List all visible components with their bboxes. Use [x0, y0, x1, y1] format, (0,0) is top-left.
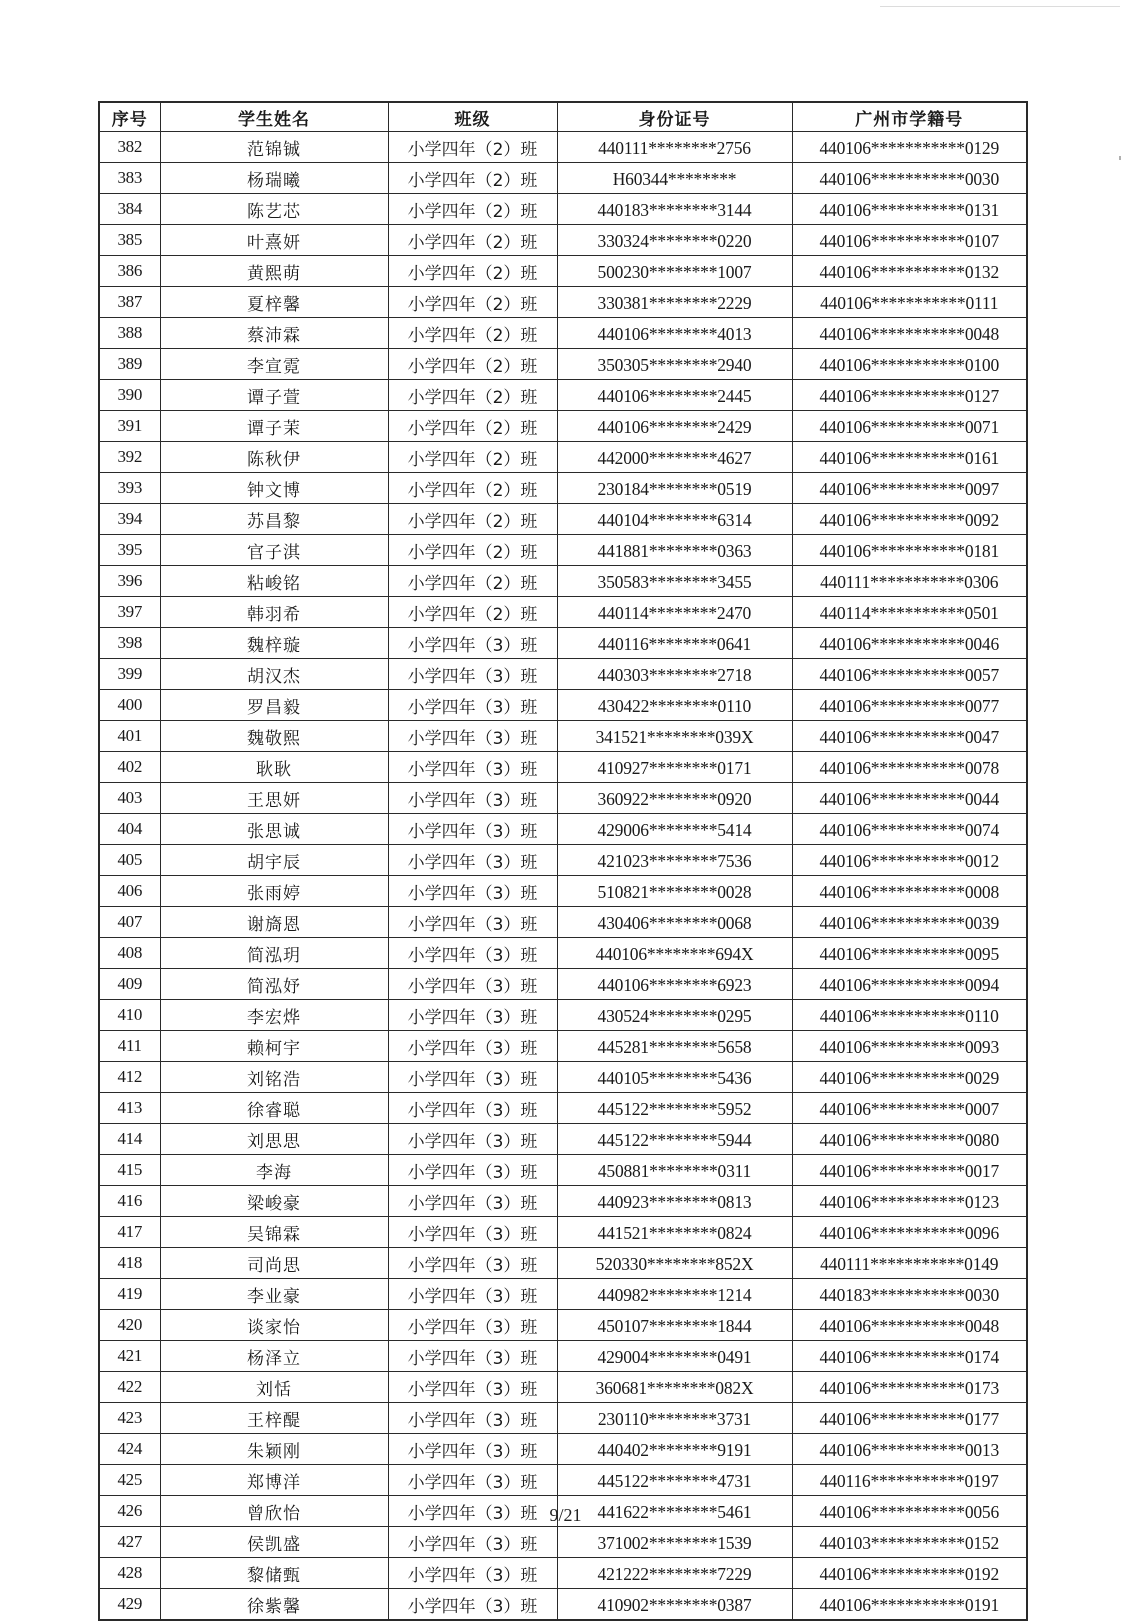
table-row: [99, 845, 1027, 876]
cell-gz-student-id: 440106***********0181: [792, 535, 1027, 566]
table-row: [99, 132, 1027, 163]
cell-no: 420: [99, 1310, 160, 1341]
cell-gz-student-id: 440183***********0030: [792, 1279, 1027, 1310]
cell-name: 简泓玥: [160, 938, 388, 969]
cell-class: 小学四年（3）班: [388, 1310, 557, 1341]
cell-id-number: 440106********2445: [557, 380, 792, 411]
table-row: [99, 628, 1027, 659]
cell-id-number: 440104********6314: [557, 504, 792, 535]
cell-class: 小学四年（3）班: [388, 845, 557, 876]
cell-id-number: 445122********4731: [557, 1465, 792, 1496]
cell-id-number: 440116********0641: [557, 628, 792, 659]
cell-no: 417: [99, 1217, 160, 1248]
cell-gz-student-id: 440106***********0092: [792, 504, 1027, 535]
cell-no: 415: [99, 1155, 160, 1186]
cell-name: 刘思思: [160, 1124, 388, 1155]
cell-no: 427: [99, 1527, 160, 1558]
cell-name: 蔡沛霖: [160, 318, 388, 349]
table-row: [99, 1403, 1027, 1434]
cell-class: 小学四年（3）班: [388, 1000, 557, 1031]
cell-id-number: 440183********3144: [557, 194, 792, 225]
cell-gz-student-id: 440106***********0096: [792, 1217, 1027, 1248]
cell-name: 张雨婷: [160, 876, 388, 907]
cell-id-number: 441521********0824: [557, 1217, 792, 1248]
cell-class: 小学四年（2）班: [388, 194, 557, 225]
cell-name: 范锦铖: [160, 132, 388, 163]
cell-no: 418: [99, 1248, 160, 1279]
cell-no: 387: [99, 287, 160, 318]
cell-id-number: 445122********5952: [557, 1093, 792, 1124]
cell-no: 405: [99, 845, 160, 876]
table-row: [99, 1527, 1027, 1558]
cell-no: 382: [99, 132, 160, 163]
table-row: [99, 225, 1027, 256]
table-row: [99, 876, 1027, 907]
cell-name: 谭子萱: [160, 380, 388, 411]
cell-gz-student-id: 440106***********0110: [792, 1000, 1027, 1031]
cell-class: 小学四年（3）班: [388, 752, 557, 783]
table-row: [99, 1093, 1027, 1124]
cell-gz-student-id: 440106***********0044: [792, 783, 1027, 814]
cell-gz-student-id: 440106***********0057: [792, 659, 1027, 690]
cell-name: 李业豪: [160, 1279, 388, 1310]
cell-id-number: 430406********0068: [557, 907, 792, 938]
cell-gz-student-id: 440106***********0017: [792, 1155, 1027, 1186]
cell-class: 小学四年（3）班: [388, 1031, 557, 1062]
table-row: [99, 1279, 1027, 1310]
cell-name: 李海: [160, 1155, 388, 1186]
cell-gz-student-id: 440106***********0191: [792, 1589, 1027, 1621]
table-row: [99, 814, 1027, 845]
cell-gz-student-id: 440106***********0074: [792, 814, 1027, 845]
cell-no: 410: [99, 1000, 160, 1031]
cell-gz-student-id: 440106***********0056: [792, 1496, 1027, 1527]
cell-id-number: 410927********0171: [557, 752, 792, 783]
cell-class: 小学四年（3）班: [388, 1465, 557, 1496]
student-roster-table: [98, 101, 1028, 1621]
table-row: [99, 938, 1027, 969]
cell-name: 吴锦霖: [160, 1217, 388, 1248]
cell-id-number: 440106********694X: [557, 938, 792, 969]
cell-name: 王思妍: [160, 783, 388, 814]
cell-id-number: 230184********0519: [557, 473, 792, 504]
cell-gz-student-id: 440106***********0080: [792, 1124, 1027, 1155]
header-row: [99, 102, 1027, 132]
table-row: [99, 659, 1027, 690]
cell-name: 谈家怡: [160, 1310, 388, 1341]
header-no: 序号: [99, 102, 160, 132]
cell-gz-student-id: 440106***********0132: [792, 256, 1027, 287]
table-row: [99, 411, 1027, 442]
cell-gz-student-id: 440106***********0013: [792, 1434, 1027, 1465]
cell-class: 小学四年（3）班: [388, 1527, 557, 1558]
table-row: [99, 504, 1027, 535]
cell-name: 魏敬熙: [160, 721, 388, 752]
cell-no: 390: [99, 380, 160, 411]
cell-gz-student-id: 440106***********0095: [792, 938, 1027, 969]
cell-class: 小学四年（3）班: [388, 938, 557, 969]
cell-no: 409: [99, 969, 160, 1000]
cell-id-number: 429006********5414: [557, 814, 792, 845]
cell-class: 小学四年（3）班: [388, 783, 557, 814]
header-class: 班级: [388, 102, 557, 132]
cell-id-number: 450107********1844: [557, 1310, 792, 1341]
cell-class: 小学四年（3）班: [388, 1558, 557, 1589]
table-body: [99, 132, 1027, 1621]
cell-name: 朱颖刚: [160, 1434, 388, 1465]
cell-no: 404: [99, 814, 160, 845]
table-row: [99, 1341, 1027, 1372]
cell-name: 苏昌黎: [160, 504, 388, 535]
cell-id-number: 440114********2470: [557, 597, 792, 628]
cell-class: 小学四年（3）班: [388, 1279, 557, 1310]
cell-no: 388: [99, 318, 160, 349]
table-row: [99, 597, 1027, 628]
cell-id-number: H60344********: [557, 163, 792, 194]
cell-id-number: 360922********0920: [557, 783, 792, 814]
cell-class: 小学四年（3）班: [388, 1372, 557, 1403]
cell-class: 小学四年（3）班: [388, 721, 557, 752]
cell-gz-student-id: 440106***********0008: [792, 876, 1027, 907]
cell-id-number: 350305********2940: [557, 349, 792, 380]
cell-no: 397: [99, 597, 160, 628]
cell-no: 416: [99, 1186, 160, 1217]
cell-name: 粘峻铭: [160, 566, 388, 597]
cell-id-number: 440106********2429: [557, 411, 792, 442]
table-row: [99, 1434, 1027, 1465]
table-row: [99, 1589, 1027, 1621]
cell-gz-student-id: 440106***********0177: [792, 1403, 1027, 1434]
cell-name: 胡汉杰: [160, 659, 388, 690]
cell-no: 412: [99, 1062, 160, 1093]
cell-id-number: 341521********039X: [557, 721, 792, 752]
cell-no: 423: [99, 1403, 160, 1434]
cell-name: 耿耿: [160, 752, 388, 783]
scan-artifact-speck: [1119, 156, 1121, 160]
cell-name: 徐睿聪: [160, 1093, 388, 1124]
cell-no: 403: [99, 783, 160, 814]
cell-no: 393: [99, 473, 160, 504]
cell-no: 424: [99, 1434, 160, 1465]
cell-no: 421: [99, 1341, 160, 1372]
cell-no: 392: [99, 442, 160, 473]
cell-name: 杨瑞曦: [160, 163, 388, 194]
cell-class: 小学四年（3）班: [388, 969, 557, 1000]
cell-class: 小学四年（2）班: [388, 473, 557, 504]
cell-name: 张思诚: [160, 814, 388, 845]
cell-class: 小学四年（3）班: [388, 814, 557, 845]
header-name: 学生姓名: [160, 102, 388, 132]
cell-name: 官子淇: [160, 535, 388, 566]
cell-class: 小学四年（2）班: [388, 132, 557, 163]
cell-class: 小学四年（3）班: [388, 1124, 557, 1155]
cell-id-number: 330324********0220: [557, 225, 792, 256]
cell-no: 428: [99, 1558, 160, 1589]
cell-id-number: 230110********3731: [557, 1403, 792, 1434]
cell-name: 侯凯盛: [160, 1527, 388, 1558]
table-row: [99, 1558, 1027, 1589]
cell-gz-student-id: 440106***********0131: [792, 194, 1027, 225]
cell-name: 黄熙萌: [160, 256, 388, 287]
cell-gz-student-id: 440106***********0007: [792, 1093, 1027, 1124]
cell-id-number: 445122********5944: [557, 1124, 792, 1155]
table-row: [99, 690, 1027, 721]
page-number: 9/21: [549, 1505, 582, 1525]
table-row: [99, 256, 1027, 287]
cell-name: 梁峻豪: [160, 1186, 388, 1217]
cell-no: 389: [99, 349, 160, 380]
cell-gz-student-id: 440106***********0161: [792, 442, 1027, 473]
cell-gz-student-id: 440106***********0107: [792, 225, 1027, 256]
cell-id-number: 350583********3455: [557, 566, 792, 597]
cell-class: 小学四年（3）班: [388, 659, 557, 690]
cell-id-number: 440982********1214: [557, 1279, 792, 1310]
cell-name: 赖柯宇: [160, 1031, 388, 1062]
cell-gz-student-id: 440106***********0123: [792, 1186, 1027, 1217]
cell-id-number: 430524********0295: [557, 1000, 792, 1031]
cell-name: 王梓醍: [160, 1403, 388, 1434]
cell-class: 小学四年（3）班: [388, 1589, 557, 1621]
table-row: [99, 535, 1027, 566]
cell-no: 422: [99, 1372, 160, 1403]
cell-name: 谭子茉: [160, 411, 388, 442]
cell-no: 398: [99, 628, 160, 659]
cell-gz-student-id: 440106***********0077: [792, 690, 1027, 721]
cell-gz-student-id: 440103***********0152: [792, 1527, 1027, 1558]
table-row: [99, 1310, 1027, 1341]
cell-class: 小学四年（3）班: [388, 1155, 557, 1186]
cell-class: 小学四年（3）班: [388, 1062, 557, 1093]
cell-id-number: 450881********0311: [557, 1155, 792, 1186]
cell-id-number: 445281********5658: [557, 1031, 792, 1062]
scan-artifact-line: [880, 6, 1120, 7]
table-row: [99, 783, 1027, 814]
cell-id-number: 410902********0387: [557, 1589, 792, 1621]
cell-id-number: 440106********6923: [557, 969, 792, 1000]
cell-name: 黎储甄: [160, 1558, 388, 1589]
table-row: [99, 194, 1027, 225]
table-row: [99, 969, 1027, 1000]
cell-gz-student-id: 440111***********0149: [792, 1248, 1027, 1279]
cell-gz-student-id: 440106***********0094: [792, 969, 1027, 1000]
cell-no: 407: [99, 907, 160, 938]
cell-name: 杨泽立: [160, 1341, 388, 1372]
cell-id-number: 330381********2229: [557, 287, 792, 318]
table-row: [99, 473, 1027, 504]
cell-name: 李宏烨: [160, 1000, 388, 1031]
table-row: [99, 318, 1027, 349]
table-row: [99, 907, 1027, 938]
cell-id-number: 440106********4013: [557, 318, 792, 349]
cell-no: 386: [99, 256, 160, 287]
cell-id-number: 360681********082X: [557, 1372, 792, 1403]
cell-class: 小学四年（2）班: [388, 411, 557, 442]
cell-class: 小学四年（3）班: [388, 876, 557, 907]
cell-name: 司尚思: [160, 1248, 388, 1279]
cell-gz-student-id: 440106***********0012: [792, 845, 1027, 876]
table-row: [99, 1217, 1027, 1248]
cell-id-number: 421222********7229: [557, 1558, 792, 1589]
cell-no: 406: [99, 876, 160, 907]
cell-class: 小学四年（3）班: [388, 628, 557, 659]
cell-gz-student-id: 440106***********0030: [792, 163, 1027, 194]
cell-gz-student-id: 440106***********0173: [792, 1372, 1027, 1403]
cell-id-number: 440105********5436: [557, 1062, 792, 1093]
cell-id-number: 510821********0028: [557, 876, 792, 907]
cell-class: 小学四年（2）班: [388, 504, 557, 535]
table-row: [99, 1248, 1027, 1279]
cell-name: 徐紫馨: [160, 1589, 388, 1621]
cell-no: 391: [99, 411, 160, 442]
cell-id-number: 500230********1007: [557, 256, 792, 287]
cell-gz-student-id: 440106***********0129: [792, 132, 1027, 163]
cell-gz-student-id: 440106***********0192: [792, 1558, 1027, 1589]
cell-gz-student-id: 440106***********0048: [792, 318, 1027, 349]
cell-name: 李宣霓: [160, 349, 388, 380]
cell-class: 小学四年（2）班: [388, 256, 557, 287]
cell-class: 小学四年（3）班: [388, 1341, 557, 1372]
cell-no: 400: [99, 690, 160, 721]
cell-name: 郑博洋: [160, 1465, 388, 1496]
cell-name: 刘恬: [160, 1372, 388, 1403]
cell-gz-student-id: 440106***********0047: [792, 721, 1027, 752]
cell-no: 401: [99, 721, 160, 752]
cell-gz-student-id: 440106***********0097: [792, 473, 1027, 504]
cell-gz-student-id: 440106***********0127: [792, 380, 1027, 411]
cell-class: 小学四年（2）班: [388, 349, 557, 380]
cell-id-number: 520330********852X: [557, 1248, 792, 1279]
table-row: [99, 1465, 1027, 1496]
cell-no: 394: [99, 504, 160, 535]
cell-name: 魏梓璇: [160, 628, 388, 659]
cell-no: 395: [99, 535, 160, 566]
cell-no: 425: [99, 1465, 160, 1496]
table-row: [99, 1124, 1027, 1155]
table-row: [99, 380, 1027, 411]
cell-no: 384: [99, 194, 160, 225]
cell-gz-student-id: 440106***********0029: [792, 1062, 1027, 1093]
table-row: [99, 721, 1027, 752]
cell-class: 小学四年（2）班: [388, 163, 557, 194]
cell-gz-student-id: 440106***********0039: [792, 907, 1027, 938]
cell-name: 刘铭浩: [160, 1062, 388, 1093]
cell-no: 383: [99, 163, 160, 194]
cell-id-number: 440303********2718: [557, 659, 792, 690]
table-row: [99, 566, 1027, 597]
cell-name: 曾欣怡: [160, 1496, 388, 1527]
cell-class: 小学四年（3）班: [388, 1248, 557, 1279]
cell-name: 陈艺芯: [160, 194, 388, 225]
header-gz-student-id: 广州市学籍号: [792, 102, 1027, 132]
cell-no: 408: [99, 938, 160, 969]
cell-gz-student-id: 440106***********0100: [792, 349, 1027, 380]
table-header: [99, 102, 1027, 132]
table-row: [99, 442, 1027, 473]
table-row: [99, 349, 1027, 380]
cell-gz-student-id: 440106***********0078: [792, 752, 1027, 783]
cell-name: 韩羽希: [160, 597, 388, 628]
cell-id-number: 421023********7536: [557, 845, 792, 876]
cell-id-number: 440402********9191: [557, 1434, 792, 1465]
cell-class: 小学四年（3）班: [388, 1186, 557, 1217]
cell-no: 429: [99, 1589, 160, 1621]
cell-gz-student-id: 440114***********0501: [792, 597, 1027, 628]
cell-name: 罗昌毅: [160, 690, 388, 721]
cell-id-number: 442000********4627: [557, 442, 792, 473]
cell-no: 426: [99, 1496, 160, 1527]
table-row: [99, 287, 1027, 318]
cell-no: 399: [99, 659, 160, 690]
cell-no: 419: [99, 1279, 160, 1310]
cell-class: 小学四年（2）班: [388, 597, 557, 628]
cell-class: 小学四年（2）班: [388, 566, 557, 597]
cell-gz-student-id: 440106***********0048: [792, 1310, 1027, 1341]
cell-gz-student-id: 440106***********0071: [792, 411, 1027, 442]
cell-id-number: 440111********2756: [557, 132, 792, 163]
cell-no: 385: [99, 225, 160, 256]
cell-class: 小学四年（3）班: [388, 1434, 557, 1465]
cell-class: 小学四年（3）班: [388, 907, 557, 938]
table-row: [99, 1031, 1027, 1062]
cell-id-number: 430422********0110: [557, 690, 792, 721]
cell-name: 夏梓馨: [160, 287, 388, 318]
cell-gz-student-id: 440106***********0093: [792, 1031, 1027, 1062]
cell-class: 小学四年（2）班: [388, 535, 557, 566]
cell-class: 小学四年（2）班: [388, 380, 557, 411]
cell-id-number: 441622********5461: [557, 1496, 792, 1527]
cell-class: 小学四年（2）班: [388, 318, 557, 349]
cell-class: 小学四年（3）班: [388, 1403, 557, 1434]
cell-no: 396: [99, 566, 160, 597]
cell-gz-student-id: 440106***********0174: [792, 1341, 1027, 1372]
cell-name: 叶熹妍: [160, 225, 388, 256]
cell-class: 小学四年（2）班: [388, 442, 557, 473]
cell-name: 陈秋伊: [160, 442, 388, 473]
cell-gz-student-id: 440106***********0111: [792, 287, 1027, 318]
cell-class: 小学四年（2）班: [388, 287, 557, 318]
cell-id-number: 429004********0491: [557, 1341, 792, 1372]
cell-gz-student-id: 440106***********0046: [792, 628, 1027, 659]
cell-no: 414: [99, 1124, 160, 1155]
cell-class: 小学四年（3）班: [388, 1496, 557, 1527]
cell-name: 谢旖恩: [160, 907, 388, 938]
table-row: [99, 163, 1027, 194]
table-row: [99, 1186, 1027, 1217]
cell-id-number: 371002********1539: [557, 1527, 792, 1558]
cell-no: 411: [99, 1031, 160, 1062]
table-row: [99, 1000, 1027, 1031]
cell-no: 413: [99, 1093, 160, 1124]
cell-class: 小学四年（3）班: [388, 1093, 557, 1124]
cell-id-number: 441881********0363: [557, 535, 792, 566]
cell-gz-student-id: 440111***********0306: [792, 566, 1027, 597]
table-row: [99, 1062, 1027, 1093]
table-row: [99, 1155, 1027, 1186]
table-row: [99, 752, 1027, 783]
cell-name: 简泓妤: [160, 969, 388, 1000]
cell-class: 小学四年（3）班: [388, 690, 557, 721]
header-id-number: 身份证号: [557, 102, 792, 132]
cell-no: 402: [99, 752, 160, 783]
cell-name: 胡宇辰: [160, 845, 388, 876]
cell-class: 小学四年（2）班: [388, 225, 557, 256]
cell-class: 小学四年（3）班: [388, 1217, 557, 1248]
cell-id-number: 440923********0813: [557, 1186, 792, 1217]
table-row: [99, 1372, 1027, 1403]
cell-name: 钟文博: [160, 473, 388, 504]
cell-gz-student-id: 440116***********0197: [792, 1465, 1027, 1496]
